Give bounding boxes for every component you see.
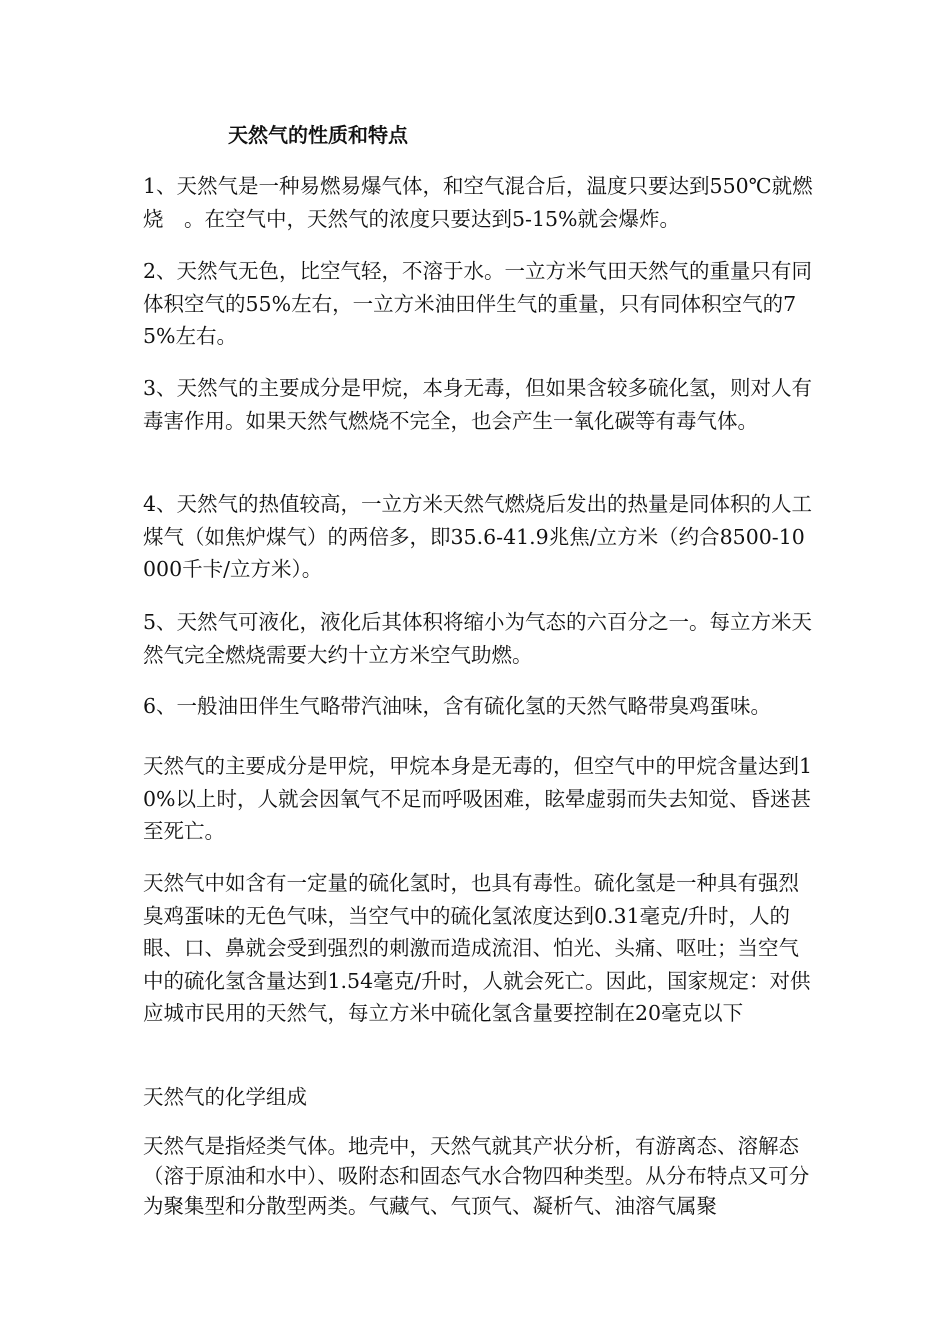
paragraph-6: 6、一般油田伴生气略带汽油味，含有硫化氢的天然气略带臭鸡蛋味。	[143, 694, 772, 718]
paragraph-3: 3、天然气的主要成分是甲烷，本身无毒，但如果含较多硫化氢，则对人有毒害作用。如果天然气燃烧不完全，也会产生一氧化碳等有毒气体。	[143, 376, 813, 433]
paragraph-1: 1、天然气是一种易燃易爆气体，和空气混合后，温度只要达到550℃就燃烧 。在空气中，天然气的浓度只要达到5-15%就会爆炸。	[143, 174, 813, 231]
section-heading-chemical-composition: 天然气的化学组成	[143, 1085, 307, 1109]
paragraph-hydrogen-sulfide: 天然气中如含有一定量的硫化氢时，也具有毒性。硫化氢是一种具有强烈臭鸡蛋味的无色气味，当空气中的硫化氢浓度达到0.31毫克/升时，人的眼、口、鼻就会受到强烈的刺激而造成流泪、怕光、头痛、呕吐；当空气中的硫化氢含量达到1.54毫克/升时，人就会死亡。因此，国家规定：对供应城市民用的天然气，每立方米中硫化氢含量要控制在20毫克以下	[143, 871, 811, 1025]
paragraph-methane-toxicity: 天然气的主要成分是甲烷，甲烷本身是无毒的，但空气中的甲烷含量达到10%以上时，人就会因氧气不足而呼吸困难，眩晕虚弱而失去知觉、昏迷甚至死亡。	[143, 754, 813, 843]
document-title: 天然气的性质和特点	[228, 123, 408, 147]
paragraph-5: 5、天然气可液化，液化后其体积将缩小为气态的六百分之一。每立方米天然气完全燃烧需要大约十立方米空气助燃。	[143, 610, 813, 667]
paragraph-composition: 天然气是指烃类气体。地壳中，天然气就其产状分析，有游离态、溶解态（溶于原油和水中）、吸附态和固态气水合物四种类型。从分布特点又可分为聚集型和分散型两类。气藏气、气顶气、凝析气、油溶气属聚	[143, 1134, 810, 1218]
paragraph-4: 4、天然气的热值较高，一立方米天然气燃烧后发出的热量是同体积的人工煤气（如焦炉煤气）的两倍多，即35.6-41.9兆焦/立方米（约合8500-10000千卡/立方米）。	[143, 492, 813, 581]
paragraph-2: 2、天然气无色，比空气轻，不溶于水。一立方米气田天然气的重量只有同体积空气的55%左右，一立方米油田伴生气的重量，只有同体积空气的75%左右。	[143, 259, 813, 348]
